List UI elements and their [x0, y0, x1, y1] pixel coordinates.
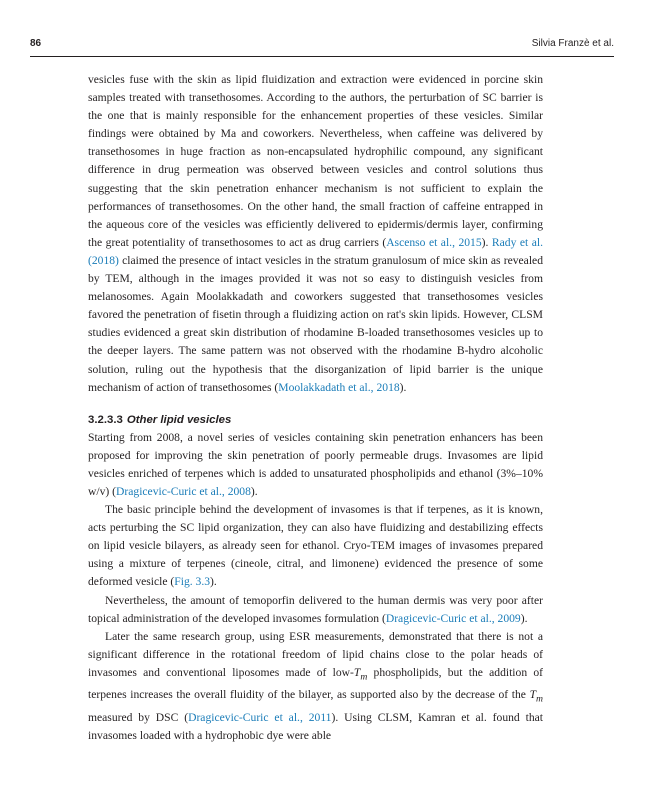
- section-title: Other lipid vesicles: [126, 413, 232, 426]
- section-number: 3.2.3.3: [88, 413, 123, 426]
- citation-link[interactable]: Dragicevic-Curic et al., 2008: [116, 484, 251, 498]
- paragraph-esr: Later the same research group, using ESR measurements, demonstrated that there is not a significant difference in the rotational freedom of lipid chains close to the polar heads of invasomes and conventional liposomes made of low-$T_m$ phospholipids, but the addition of terpenes increases the overall fluidity of the bilayer, as supported also by the decrease of the $T_m$ measured by DSC (Dragicevic-Curic et al., 2011). Using CLSM, Kamran et al. found that invasomes loaded with a hydrophobic dye were able: [88, 629, 543, 742]
- citation-link[interactable]: Moolakkadath et al., 2018: [278, 380, 400, 394]
- paragraph-invasomes-principle: The basic principle behind the development of invasomes is that if terpenes, as it is known, acts perturbing the SC lipid organization, they can also have fluidizing and destabilizing effects on lipid vesicle bilayers, as already seen for ethanol. Cryo-TEM images of invasomes prepared using a mixture of terpenes (cineole, citral, and limonene) evidenced the presence of some deformed vesicle (Fig. 3.3).: [88, 503, 543, 589]
- tm-symbol: $T_m$: [529, 688, 543, 705]
- page-header: [30, 38, 614, 56]
- paragraph-transethosomes: vesicles fuse with the skin as lipid fluidization and extraction were evidenced in porcine skin samples treated with transethosomes. According to the authors, the perturbation of SC barrier is the one that is mainly responsible for the enhancement properties of these vesicles. Similar findings were obtained by Ma and coworkers. Nevertheless, when caffeine was delivered by transethosomes in huge fraction as non-encapsulated hydrophilic compound, any significant difference in drug permeation was observed between vesicles and control solutions thus suggesting that the skin penetration enhancer mechanism is not sufficient to explain the performances of transethosomes. On the other hand, the small fraction of caffeine entrapped in the aqueous core of the vesicles was efficiently delivered to epidermis/dermis layer, confirming the great potentiality of transethosomes to act as drug carriers (Ascenso et al., 2015). Rady et al. (2018) claimed the presence of intact vesicles in the stratum granulosum of mice skin as revealed by TEM, although in the images provided it was not so easy to distinguish vesicles from melanosomes. Again Moolakkadath and coworkers suggested that transethosomes vesicles favored the penetration of fisetin through a fluidizing action on rat's skin lipids. However, CLSM studies evidenced a great skin distribution of rhodamine B-loaded transethosomes vesicles up to the deeper layers. The same pattern was not observed with the rhodamine B-hydro alcoholic solution, ruling out the hypothesis that the disorganization of lipid barrier is the unique mechanism of action of transethosomes (Moolakkadath et al., 2018).: [88, 73, 543, 394]
- header-rule: [30, 56, 614, 57]
- tm-symbol: $T_m$: [353, 665, 368, 683]
- paragraph-temoporfin: Nevertheless, the amount of temoporfin delivered to the human dermis was very poor after topical administration of the developed invasomes formulation (Dragicevic-Curic et al., 2009).: [88, 593, 543, 625]
- citation-link[interactable]: Dragicevic-Curic et al., 2011: [188, 710, 332, 724]
- page-number: 86: [30, 38, 42, 49]
- running-head: Silvia Franzè et al.: [531, 38, 614, 49]
- citation-link[interactable]: Dragicevic-Curic et al., 2009: [385, 611, 521, 625]
- section-heading: [88, 411, 543, 429]
- citation-link[interactable]: Rady et al. (2018): [88, 235, 543, 267]
- body-text: [88, 71, 543, 745]
- citation-link[interactable]: Ascenso et al., 2015: [386, 235, 482, 249]
- paragraph-invasomes-intro: Starting from 2008, a novel series of vesicles containing skin penetration enhancers has been proposed for improving the skin penetration of poorly permeable drugs. Invasomes are lipid vesicles enriched of terpenes which is added to unsaturated phospholipids and ethanol (3%–10% w/v) (Dragicevic-Curic et al., 2008).: [88, 430, 543, 498]
- figure-link[interactable]: Fig. 3.3: [174, 575, 211, 589]
